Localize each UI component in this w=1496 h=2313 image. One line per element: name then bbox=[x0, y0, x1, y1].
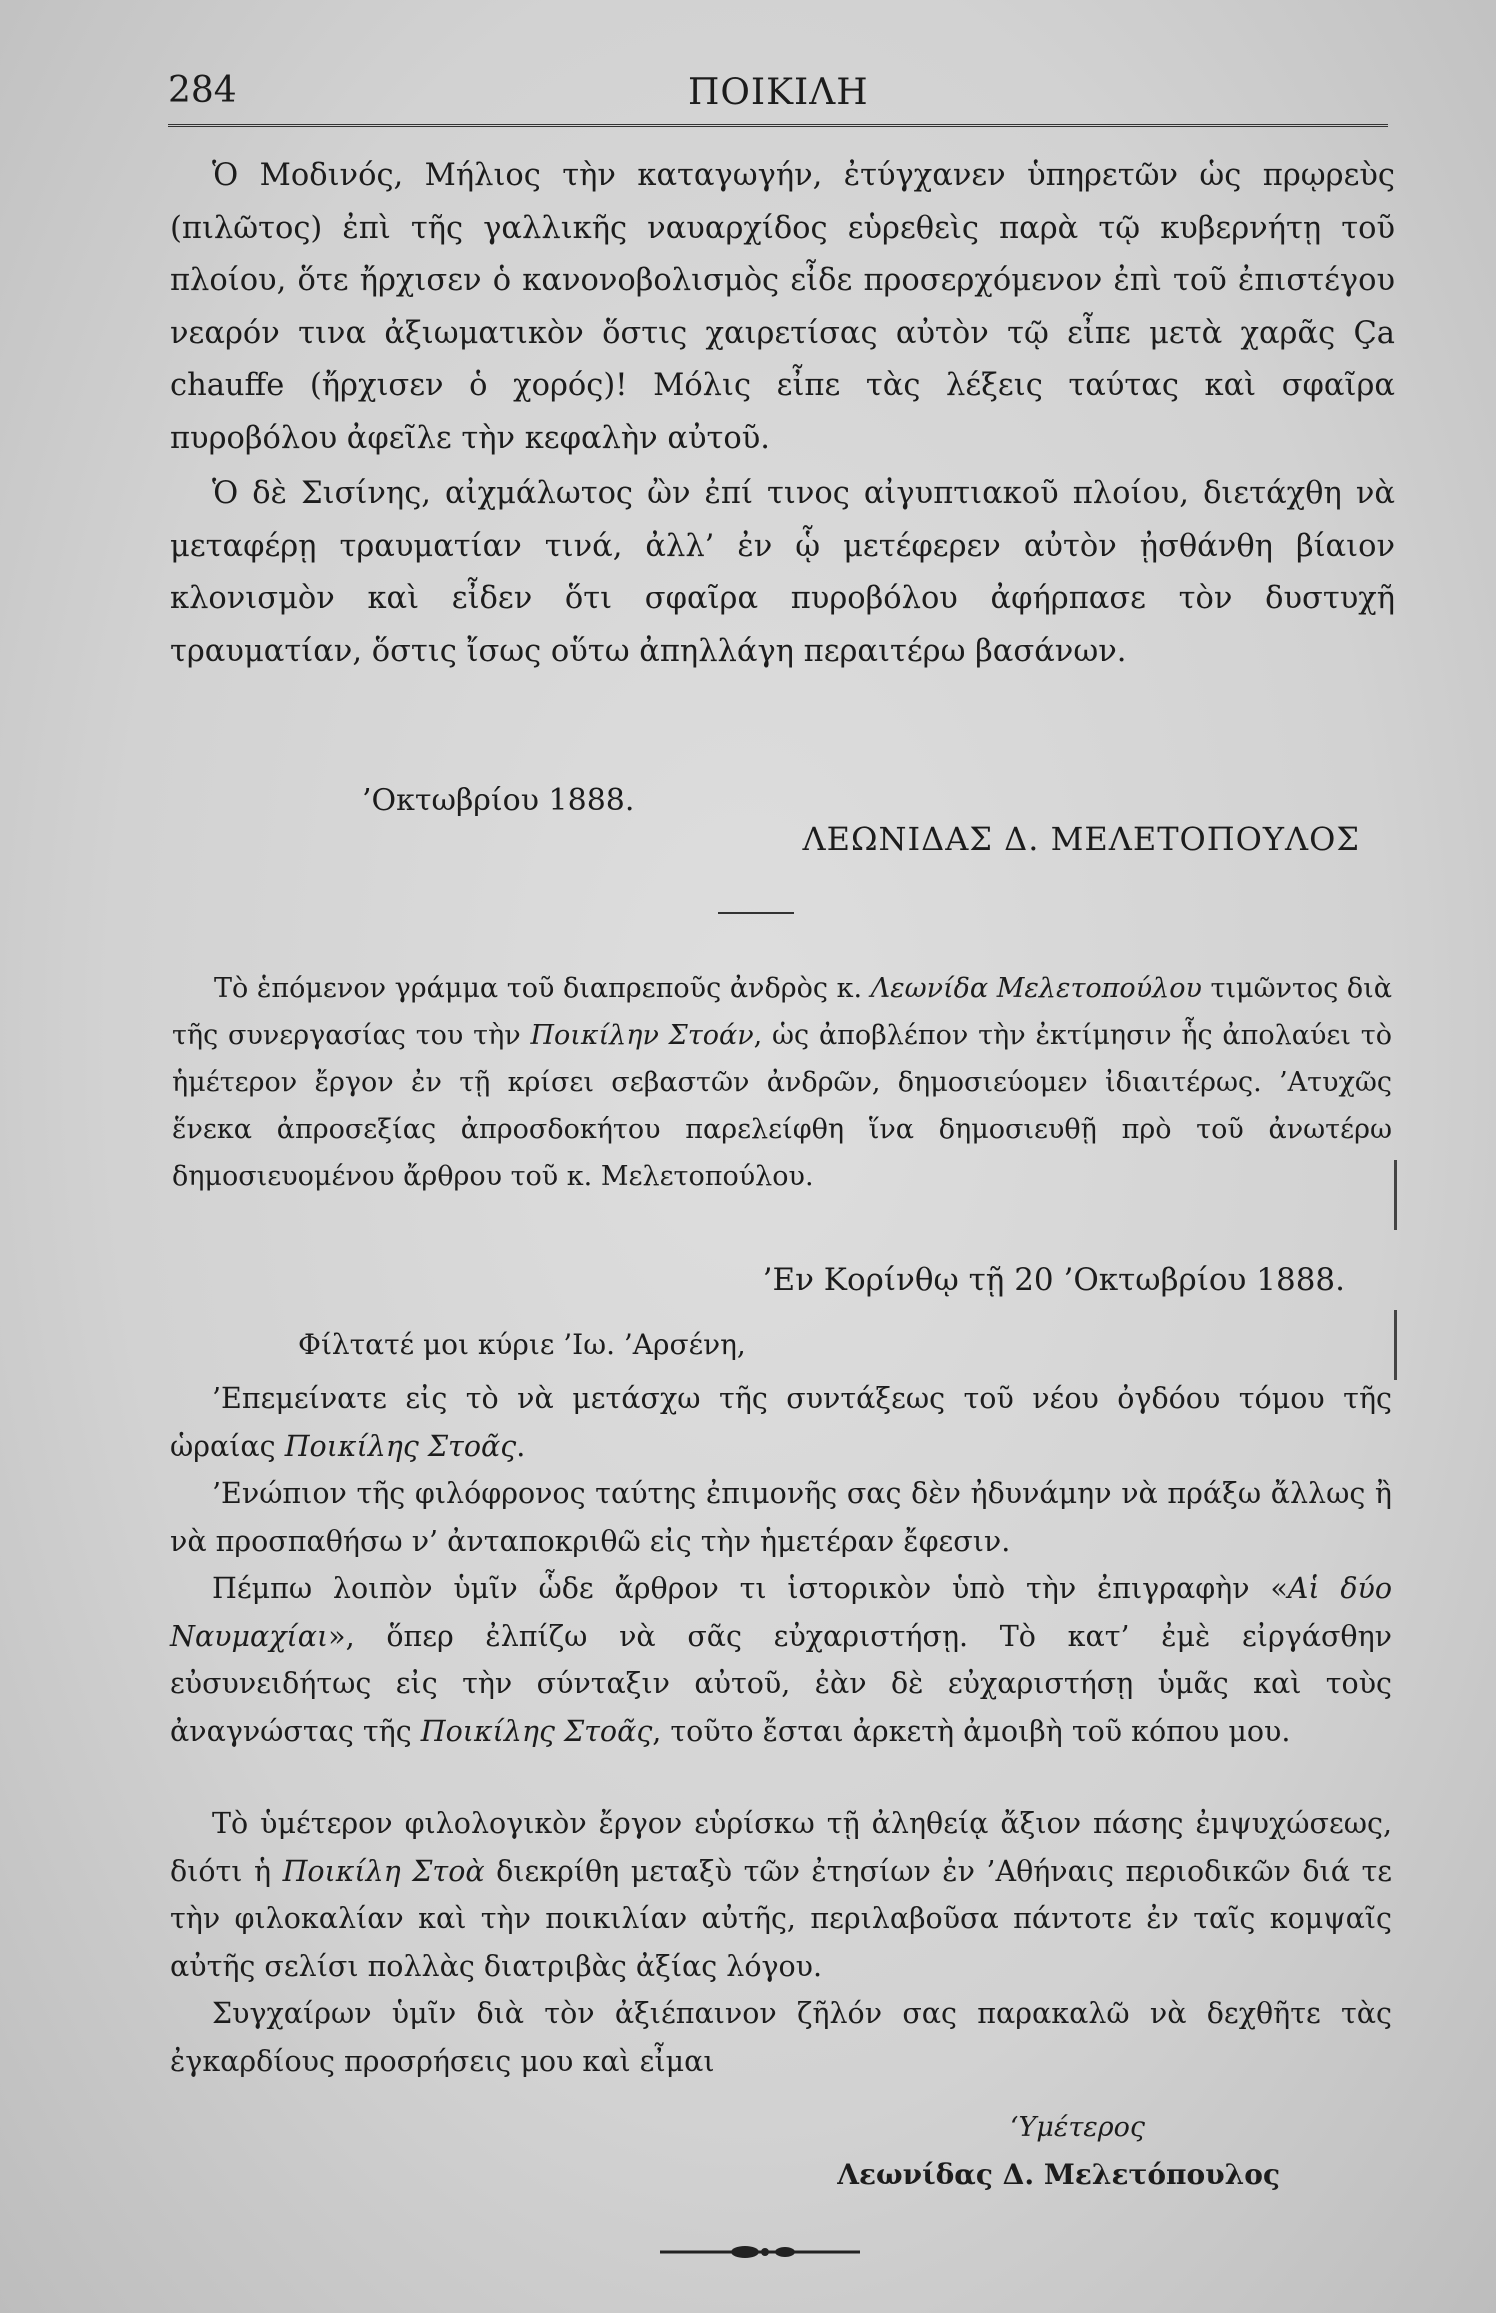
letter-paragraph-3: Πέμπω λοιπὸν ὑμῖν ὧδε ἄρθρον τι ἱστορικὸν ὑπὸ τὴν ἐπιγραφὴν «Αἱ δύο Ναυμαχίαι», ὅπερ ἐλπίζω νὰ σᾶς εὐχαριστήσῃ. Τὸ κατ’ ἐμὲ εἰργάσθην εὐσυνειδήτως εἰς τὴν σύνταξιν αὐτοῦ, ἐὰν δὲ εὐχαριστήσῃ ὑμᾶς καὶ τοὺς ἀναγνώστας τῆς Ποικίλης Στοᾶς, τοῦτο ἔσται ἀρκετὴ ἀμοιβὴ τοῦ κόπου μου. bbox=[170, 1572, 1392, 1748]
journal-name-italic: Ποικίλην Στοάν bbox=[530, 1020, 754, 1051]
letter-place-date: ’Εν Κορίνθῳ τῇ 20 ’Οκτωβρίου 1888. bbox=[762, 1262, 1345, 1298]
letter-closing: ‘Υμέτερος bbox=[1009, 2112, 1145, 2143]
letter-paragraph-1: ’Επεμείνατε εἰς τὸ νὰ μετάσχω τῆς συντάξεως τοῦ νέου ὀγδόου τόμου τῆς ὡραίας Ποικίλης Στοᾶς. bbox=[170, 1382, 1392, 1463]
article-date: ’Οκτωβρίου 1888. bbox=[362, 783, 635, 818]
margin-marks bbox=[1390, 1160, 1402, 1380]
section-rule bbox=[718, 912, 794, 914]
page-number: 284 bbox=[168, 70, 237, 111]
article-paragraph-2: Ὁ δὲ Σισίνης, αἰχμάλωτος ὢν ἐπί τινος αἰγυπτιακοῦ πλοίου, διετάχθη νὰ μεταφέρῃ τραυματίαν τινά, ἀλλ’ ἐν ᾧ μετέφερεν αὐτὸν ᾐσθάνθη βίαιον κλονισμὸν καὶ εἶδεν ὅτι σφαῖρα πυροβόλου ἀφήρπασε τὸν δυστυχῆ τραυματίαν, ὅστις ἴσως οὕτω ἀπηλλάγη περαιτέρω βασάνων. bbox=[170, 476, 1395, 669]
letter-salutation: Φίλτατέ μοι κύριε ’Ιω. ’Αρσένη, bbox=[298, 1328, 746, 1361]
tailpiece-ornament bbox=[660, 2244, 860, 2260]
article-author: ΛΕΩΝΙΔΑΣ Δ. ΜΕΛΕΤΟΠΟΥΛΟΣ bbox=[802, 820, 1360, 858]
author-name-italic: Λεωνίδα Μελετοπούλου bbox=[870, 973, 1202, 1004]
running-title: ΠΟΙΚΙΛΗ bbox=[688, 72, 869, 113]
letter-paragraph-2: ’Ενώπιον τῆς φιλόφρονος ταύτης ἐπιμονῆς σας δὲν ἠδυνάμην νὰ πράξω ἄλλως ἢ νὰ προσπαθήσω ν’ ἀνταποκριθῶ εἰς τὴν ἡμετέραν ἔφεσιν. bbox=[170, 1477, 1392, 1558]
editor-note: Τὸ ἑπόμενον γράμμα τοῦ διαπρεποῦς ἀνδρὸς κ. Λεωνίδα Μελετοπούλου τιμῶντος διὰ τῆς συνεργασίας του τὴν Ποικίλην Στοάν, ὡς ἀποβλέπον τὴν ἐκτίμησιν ἧς ἀπολαύει τὸ ἡμέτερον ἔργον ἐν τῇ κρίσει σεβαστῶν ἀνδρῶν, δημοσιεύομεν ἰδιαιτέρως. ’Ατυχῶς ἕνεκα ἀπροσεξίας ἀπροσδοκήτου παρελείφθη ἵνα δημοσιευθῇ πρὸ τοῦ ἀνωτέρω δημοσιευομένου ἄρθρου τοῦ κ. Μελετοπούλου. bbox=[172, 973, 1393, 1192]
letter-paragraph-4: Τὸ ὑμέτερον φιλολογικὸν ἔργον εὑρίσκω τῇ ἀληθείᾳ ἄξιον πάσης ἐμψυχώσεως, διότι ἡ Ποικίλη Στοὰ διεκρίθη μεταξὺ τῶν ἐτησίων ἐν ’Αθήναις περιοδικῶν διά τε τὴν φιλοκαλίαν καὶ τὴν ποικιλίαν αὐτῆς, περιλαβοῦσα πάντοτε ἐν ταῖς κομψαῖς αὐτῆς σελίσι πολλὰς διατριβὰς ἀξίας λόγου. bbox=[170, 1807, 1392, 1983]
header-rule bbox=[168, 124, 1388, 131]
letter-paragraph-5: Συγχαίρων ὑμῖν διὰ τὸν ἀξιέπαινον ζῆλόν σας παρακαλῶ νὰ δεχθῆτε τὰς ἐγκαρδίους προσρήσεις μου καὶ εἶμαι bbox=[170, 1997, 1392, 2078]
page-header bbox=[168, 64, 1388, 124]
letter-signature: Λεωνίδας Δ. Μελετόπουλος bbox=[837, 2158, 1280, 2191]
article-paragraph-1: Ὁ Μοδινός, Μήλιος τὴν καταγωγήν, ἐτύγχανεν ὑπηρετῶν ὡς πρῳρεὺς (πιλῶτος) ἐπὶ τῆς γαλλικῆς ναυαρχίδος εὑρεθεὶς παρὰ τῷ κυβερνήτῃ τοῦ πλοίου, ὅτε ἤρχισεν ὁ κανονοβολισμὸς εἶδε προσερχόμενον ἐπὶ τοῦ ἐπιστέγου νεαρόν τινα ἀξιωματικὸν ὅστις χαιρετίσας αὐτὸν τῷ εἶπε μετὰ χαρᾶς Ça chauffe (ἤρχισεν ὁ χορός)! Μόλις εἶπε τὰς λέξεις ταύτας καὶ σφαῖρα πυροβόλου ἀφεῖλε τὴν κεφαλὴν αὐτοῦ. bbox=[170, 158, 1395, 456]
